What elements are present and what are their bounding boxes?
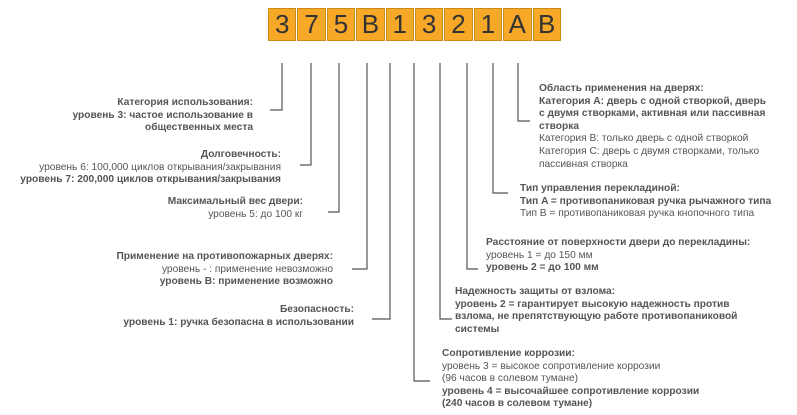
label-application: Область применения на дверях: Категория A: дверь с одной створкой, дверь с двумя створками, активная или пассивная створка Категория B: только дверь с одной створкой Категория C: дверь с двумя створками, только пассивная створка	[539, 83, 767, 170]
label-weight: Максимальный вес двери: уровень 5: до 100 кг	[167, 196, 303, 220]
code-digit-6: 3	[415, 8, 443, 41]
code-digit-7: 2	[444, 8, 472, 41]
label-security: Надежность защиты от взлома: уровень 2 = гарантирует высокую надежность против взлома, не препятствующую работе противопаниковой системы	[455, 286, 738, 335]
label-fire: Применение на противопожарных дверях: уровень - : применение невозможно уровень B: применение возможно	[116, 251, 333, 288]
label-safety: Безопасность: уровень 1: ручка безопасна в использовании	[123, 304, 354, 328]
code-digit-1: 3	[268, 8, 296, 41]
code-digit-9: A	[503, 8, 531, 41]
connector-control	[493, 63, 508, 193]
label-distance: Расстояние от поверхности двери до перекладины: уровень 1 = до 150 мм уровень 2 = до 100 мм	[486, 237, 751, 274]
connector-safety	[372, 63, 390, 319]
connector-category	[270, 63, 282, 110]
code-digit-2: 7	[297, 8, 325, 41]
code-digit-5: 1	[386, 8, 414, 41]
connector-corrosion	[414, 63, 430, 381]
label-durability: Долговечность: уровень 6: 100,000 циклов открывания/закрывания уровень 7: 200,000 циклов открывания/закрывания	[20, 149, 281, 186]
code-digit-8: 1	[474, 8, 502, 41]
connector-fire	[352, 63, 367, 269]
code-digit-4: B	[356, 8, 384, 41]
label-category: Категория использования: уровень 3: частое использование в общественных места	[72, 97, 253, 134]
connector-durability	[300, 63, 311, 165]
connector-distance	[467, 63, 478, 269]
connector-application	[518, 63, 530, 121]
label-corrosion: Сопротивление коррозии: уровень 3 = высокое сопротивление коррозии (96 часов в солевом тумане) уровень 4 = высочайшее сопротивление коррозии (240 часов в солевом тумане)	[442, 348, 700, 410]
code-digit-3: 5	[327, 8, 355, 41]
code-digit-10: B	[533, 8, 561, 41]
label-control: Тип управления перекладиной: Тип A = противопаниковая ручка рычажного типа Тип B = противопаниковая ручка кнопочного типа	[520, 183, 772, 220]
connector-weight	[328, 63, 339, 212]
connector-security	[440, 63, 452, 319]
